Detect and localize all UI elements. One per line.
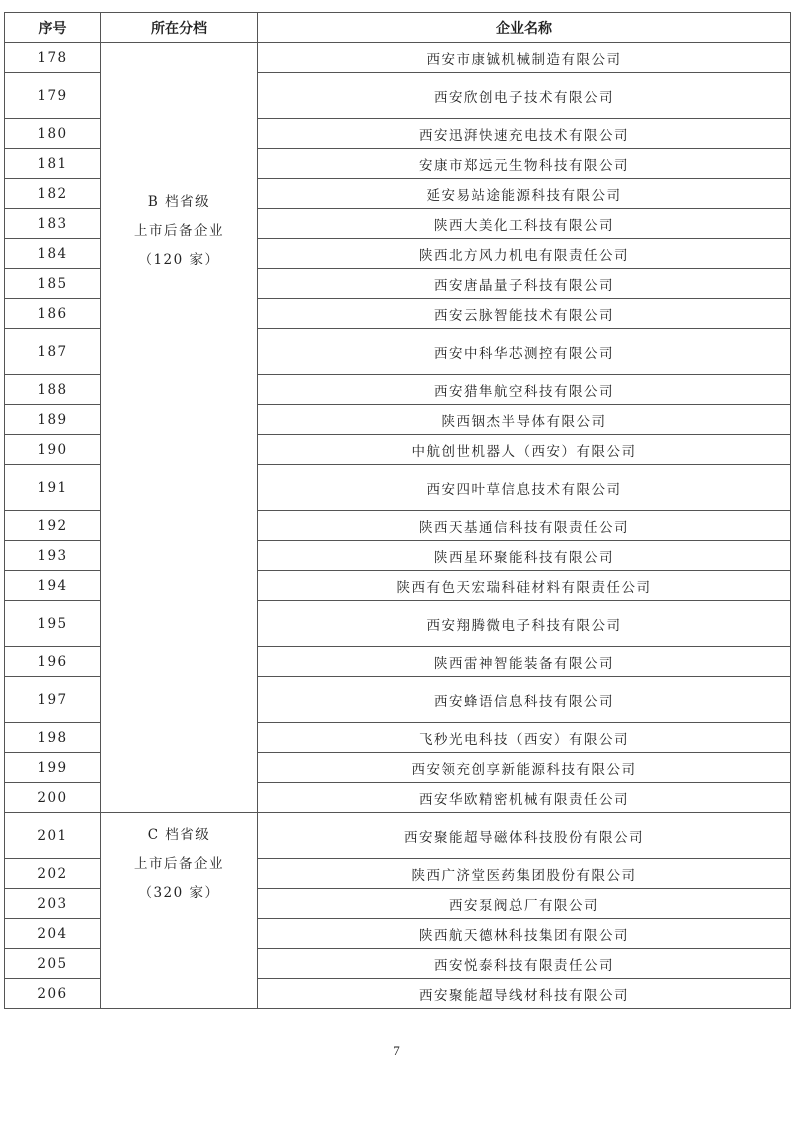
row-number: 201 xyxy=(5,813,101,859)
company-name: 安康市郑远元生物科技有限公司 xyxy=(258,149,791,179)
category-line: （120 家） xyxy=(138,252,220,268)
company-name: 西安云脉智能技术有限公司 xyxy=(258,299,791,329)
row-number: 195 xyxy=(5,601,101,647)
company-name: 陕西星环聚能科技有限公司 xyxy=(258,541,791,571)
category-cell xyxy=(101,43,258,813)
row-number: 180 xyxy=(5,119,101,149)
row-number: 203 xyxy=(5,889,101,919)
company-name: 陕西雷神智能装备有限公司 xyxy=(258,647,791,677)
row-number: 200 xyxy=(5,783,101,813)
company-name: 延安易站途能源科技有限公司 xyxy=(258,179,791,209)
company-name: 西安华欧精密机械有限责任公司 xyxy=(258,783,791,813)
row-number: 194 xyxy=(5,571,101,601)
company-name: 西安泵阀总厂有限公司 xyxy=(258,889,791,919)
row-number: 179 xyxy=(5,73,101,119)
header-no: 序号 xyxy=(5,13,101,43)
row-number: 187 xyxy=(5,329,101,375)
category-line: 上市后备企业 xyxy=(134,223,224,239)
row-number: 202 xyxy=(5,859,101,889)
company-name: 西安悦泰科技有限责任公司 xyxy=(258,949,791,979)
category-line: 上市后备企业 xyxy=(134,856,224,872)
row-number: 205 xyxy=(5,949,101,979)
company-name: 陕西大美化工科技有限公司 xyxy=(258,209,791,239)
company-name: 西安四叶草信息技术有限公司 xyxy=(258,465,791,511)
company-name: 陕西铟杰半导体有限公司 xyxy=(258,405,791,435)
table-body xyxy=(5,43,791,1009)
row-number: 178 xyxy=(5,43,101,73)
row-number: 196 xyxy=(5,647,101,677)
row-number: 185 xyxy=(5,269,101,299)
table-row xyxy=(5,43,791,73)
page-number: 7 xyxy=(393,1043,400,1058)
row-number: 190 xyxy=(5,435,101,465)
company-name: 西安蜂语信息科技有限公司 xyxy=(258,677,791,723)
company-name: 西安翔腾微电子科技有限公司 xyxy=(258,601,791,647)
category-line: C 档省级 xyxy=(147,827,211,843)
table-row xyxy=(5,813,791,859)
company-name: 陕西天基通信科技有限责任公司 xyxy=(258,511,791,541)
company-name: 陕西有色天宏瑞科硅材料有限责任公司 xyxy=(258,571,791,601)
company-name: 陕西广济堂医药集团股份有限公司 xyxy=(258,859,791,889)
row-number: 192 xyxy=(5,511,101,541)
category-line: B 档省级 xyxy=(147,194,211,210)
category-line: （320 家） xyxy=(138,885,220,901)
company-name: 西安中科华芯测控有限公司 xyxy=(258,329,791,375)
company-name: 西安猎隼航空科技有限公司 xyxy=(258,375,791,405)
row-number: 206 xyxy=(5,979,101,1009)
row-number: 204 xyxy=(5,919,101,949)
company-name: 西安聚能超导磁体科技股份有限公司 xyxy=(258,813,791,859)
company-name: 陕西北方风力机电有限责任公司 xyxy=(258,239,791,269)
company-name: 西安聚能超导线材科技有限公司 xyxy=(258,979,791,1009)
header-category: 所在分档 xyxy=(101,13,258,43)
row-number: 181 xyxy=(5,149,101,179)
enterprise-table xyxy=(4,12,791,1009)
company-name: 西安领充创享新能源科技有限公司 xyxy=(258,753,791,783)
company-name: 西安欣创电子技术有限公司 xyxy=(258,73,791,119)
row-number: 193 xyxy=(5,541,101,571)
row-number: 186 xyxy=(5,299,101,329)
row-number: 197 xyxy=(5,677,101,723)
company-name: 陕西航天德林科技集团有限公司 xyxy=(258,919,791,949)
company-name: 飞秒光电科技（西安）有限公司 xyxy=(258,723,791,753)
company-name: 西安迅湃快速充电技术有限公司 xyxy=(258,119,791,149)
row-number: 198 xyxy=(5,723,101,753)
row-number: 191 xyxy=(5,465,101,511)
row-number: 183 xyxy=(5,209,101,239)
row-number: 199 xyxy=(5,753,101,783)
row-number: 189 xyxy=(5,405,101,435)
company-name: 西安唐晶量子科技有限公司 xyxy=(258,269,791,299)
row-number: 184 xyxy=(5,239,101,269)
category-cell xyxy=(101,813,258,1009)
row-number: 182 xyxy=(5,179,101,209)
row-number: 188 xyxy=(5,375,101,405)
company-name: 中航创世机器人（西安）有限公司 xyxy=(258,435,791,465)
company-name: 西安市康铖机械制造有限公司 xyxy=(258,43,791,73)
table-header-row xyxy=(5,13,791,43)
header-company: 企业名称 xyxy=(258,13,791,43)
